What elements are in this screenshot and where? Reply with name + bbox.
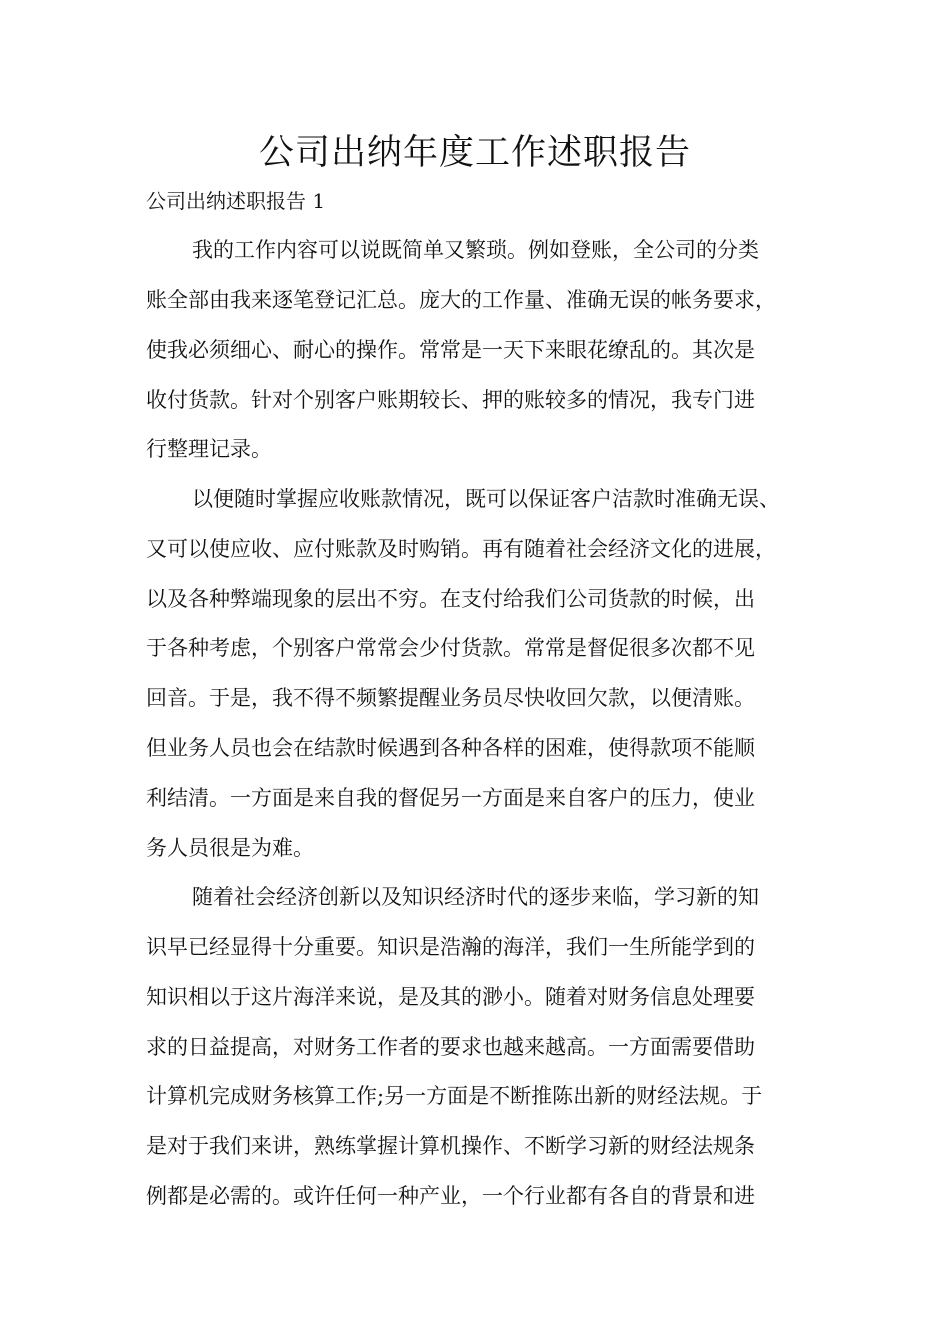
paragraph-line: 随着社会经济创新以及知识经济时代的逐步来临，学习新的知 — [192, 885, 759, 909]
paragraph-line: 回音。于是，我不得不频繁提醒业务员尽快收回欠款，以便清账。 — [146, 686, 755, 710]
document-title: 公司出纳年度工作述职报告 — [258, 133, 691, 173]
paragraph-line: 例都是必需的。或许任何一种产业，一个行业都有各自的背景和进 — [146, 1184, 755, 1208]
paragraph-line: 知识相以于这片海洋来说，是及其的渺小。随着对财务信息处理要 — [146, 985, 755, 1009]
paragraph-line: 我的工作内容可以说既简单又繁琐。例如登账，全公司的分类 — [192, 238, 759, 262]
paragraph-line: 计算机完成财务核算工作;另一方面是不断推陈出新的财经法规。于 — [146, 1084, 763, 1108]
paragraph-line: 以及各种弊端现象的层出不穷。在支付给我们公司货款的时候，出 — [146, 587, 755, 611]
paragraph-line: 账全部由我来逐笔登记汇总。庞大的工作量、准确无误的帐务要求， — [146, 288, 776, 312]
paragraph-line: 但业务人员也会在结款时候遇到各种各样的困难，使得款项不能顺 — [146, 736, 755, 760]
paragraph-line: 利结清。一方面是来自我的督促另一方面是来自客户的压力，使业 — [146, 786, 755, 810]
paragraph-line: 识早已经显得十分重要。知识是浩瀚的海洋，我们一生所能学到的 — [146, 935, 755, 959]
paragraph-line: 求的日益提高，对财务工作者的要求也越来越高。一方面需要借助 — [146, 1035, 755, 1059]
paragraph-line: 又可以使应收、应付账款及时购销。再有随着社会经济文化的进展， — [146, 537, 776, 561]
paragraph-line: 是对于我们来讲，熟练掌握计算机操作、不断学习新的财经法规条 — [146, 1134, 755, 1158]
paragraph-line: 使我必须细心、耐心的操作。常常是一天下来眼花缭乱的。其次是 — [146, 338, 755, 362]
paragraph-line: 行整理记录。 — [146, 437, 272, 461]
paragraph-line: 务人员很是为难。 — [146, 836, 314, 860]
section-heading: 公司出纳述职报告 1 — [146, 189, 326, 213]
paragraph-line: 收付货款。针对个别客户账期较长、押的账较多的情况，我专门进 — [146, 388, 755, 412]
paragraph-line: 于各种考虑，个别客户常常会少付货款。常常是督促很多次都不见 — [146, 636, 755, 660]
paragraph-line: 以便随时掌握应收账款情况，既可以保证客户洁款时准确无误、 — [192, 487, 780, 511]
